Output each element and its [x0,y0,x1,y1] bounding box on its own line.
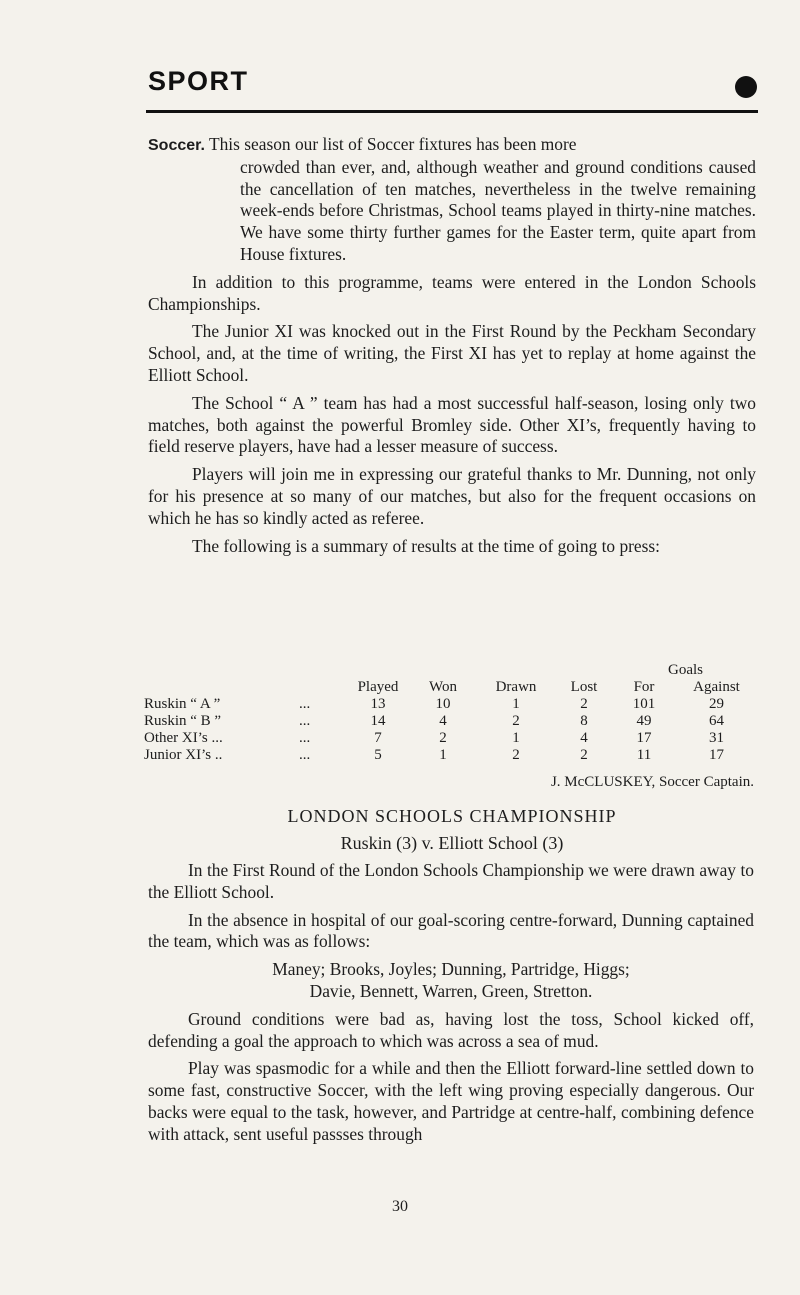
table-row [144,713,758,730]
col-lost: Lost [570,679,598,695]
col-won: Won [429,679,457,695]
results-table [144,662,758,764]
col-against: Against [693,679,740,695]
played-value: 13 [370,696,386,712]
soccer-paragraph-3: The Junior XI was knocked out in the First Round by the Peckham Secondary School, and, at the time of writing, the First XI has yet to replay at home against the Elliott School. [148,321,756,385]
table-row [144,696,758,713]
goals-against-value: 29 [709,696,724,712]
table-goals-header-row [144,662,758,679]
match-paragraph-2: In the absence in hospital of our goal-scoring centre-forward, Dunning captained the team, which was as follows: [148,909,754,952]
team-name: Ruskin “ B ” [144,713,222,729]
goals-for-value: 49 [636,713,652,729]
goals-against-value: 17 [709,747,724,763]
lost-value: 4 [580,730,588,746]
soccer-paragraph-2: In addition to this programme, teams were entered in the London Schools Championships. [148,271,756,314]
drawn-value: 2 [512,747,520,763]
lost-value: 2 [580,696,588,712]
team-lineup-line-2: Davie, Bennett, Warren, Green, Stretton. [309,980,593,1001]
leader-dots: ... [299,696,311,712]
header-divider [146,110,758,113]
lost-value: 8 [580,713,588,729]
page-number: 30 [392,1198,408,1215]
soccer-paragraph-5: Players will join me in expressing our grateful thanks to Mr. Dunning, not only for his presence at so many of our matches, but also for the frequent occasions on which he has so kindly acted as referee. [148,464,756,528]
goals-against-value: 31 [709,730,724,746]
soccer-paragraph-4: The School “ A ” team has had a most successful half-season, losing only two matches, both against the powerful Bromley side. Other XI’s, frequently having to field reserve players, have had a lesser measure of success. [148,392,756,457]
match-paragraph-3: Ground conditions were bad as, having lost the toss, School kicked off, defending a goal the approach to which was across a sea of mud. [148,1008,754,1051]
goals-for-value: 101 [632,696,656,712]
captain-signature: J. McCLUSKEY, Soccer Captain. [550,774,754,790]
drawn-value: 2 [512,713,520,729]
soccer-para1-first-line: This season our list of Soccer fixtures has been more [208,134,577,154]
match-paragraph-4: Play was spasmodic for a while and then the Elliott forward-line settled down to some fast, constructive Soccer, with the left wing proving especially dangerous. Our backs were equal to the task, however, and Partridge at centre-half, combining defence with attack, sent useful passses through [148,1058,754,1144]
goals-for-value: 11 [636,747,652,763]
won-value: 10 [435,696,451,712]
drawn-value: 1 [512,730,520,746]
leader-dots: ... [299,730,311,746]
goals-header: Goals [668,662,703,678]
col-drawn: Drawn [495,679,537,695]
team-name: Other XI’s ... [144,730,223,746]
match-paragraph-1: In the First Round of the London Schools Championship we were drawn away to the Elliott School. [148,860,754,902]
won-value: 4 [439,713,447,729]
table-row [144,730,758,747]
drawn-value: 1 [512,696,520,712]
match-report [148,860,754,1152]
soccer-para1-rest: crowded than ever, and, although weather and ground conditions caused the cancellation of ten matches, nevertheless in the twelve remaining week-ends before Christmas, School teams played in thirty-nine matches. We have some thirty further games for the Easter term, quite apart from House fixtures. [240,156,756,264]
soccer-paragraph-1 [148,134,756,266]
col-played: Played [357,679,399,695]
soccer-heading: Soccer. [148,137,205,154]
championship-heading: LONDON SCHOOLS CHAMPIONSHIP [287,806,617,826]
leader-dots: ... [299,747,311,763]
soccer-paragraph-6: The following is a summary of results at the time of going to press: [192,535,661,556]
lost-value: 2 [580,747,588,763]
played-value: 7 [374,730,382,746]
goals-against-value: 64 [709,713,724,729]
soccer-report [148,134,756,563]
match-title: Ruskin (3) v. Elliott School (3) [340,833,564,853]
bullet-dot-icon [735,76,757,98]
col-for: For [633,679,655,695]
played-value: 14 [370,713,386,729]
goals-for-value: 17 [636,730,652,746]
section-title: SPORT [148,66,249,96]
team-name: Junior XI’s .. [144,747,223,763]
team-name: Ruskin “ A ” [144,696,221,712]
team-lineup-line-1: Maney; Brooks, Joyles; Dunning, Partridge, Higgs; [272,959,630,980]
table-row [144,747,758,764]
leader-dots: ... [299,713,311,729]
won-value: 1 [439,747,447,763]
table-header-row [144,679,758,696]
played-value: 5 [374,747,382,763]
won-value: 2 [439,730,447,746]
